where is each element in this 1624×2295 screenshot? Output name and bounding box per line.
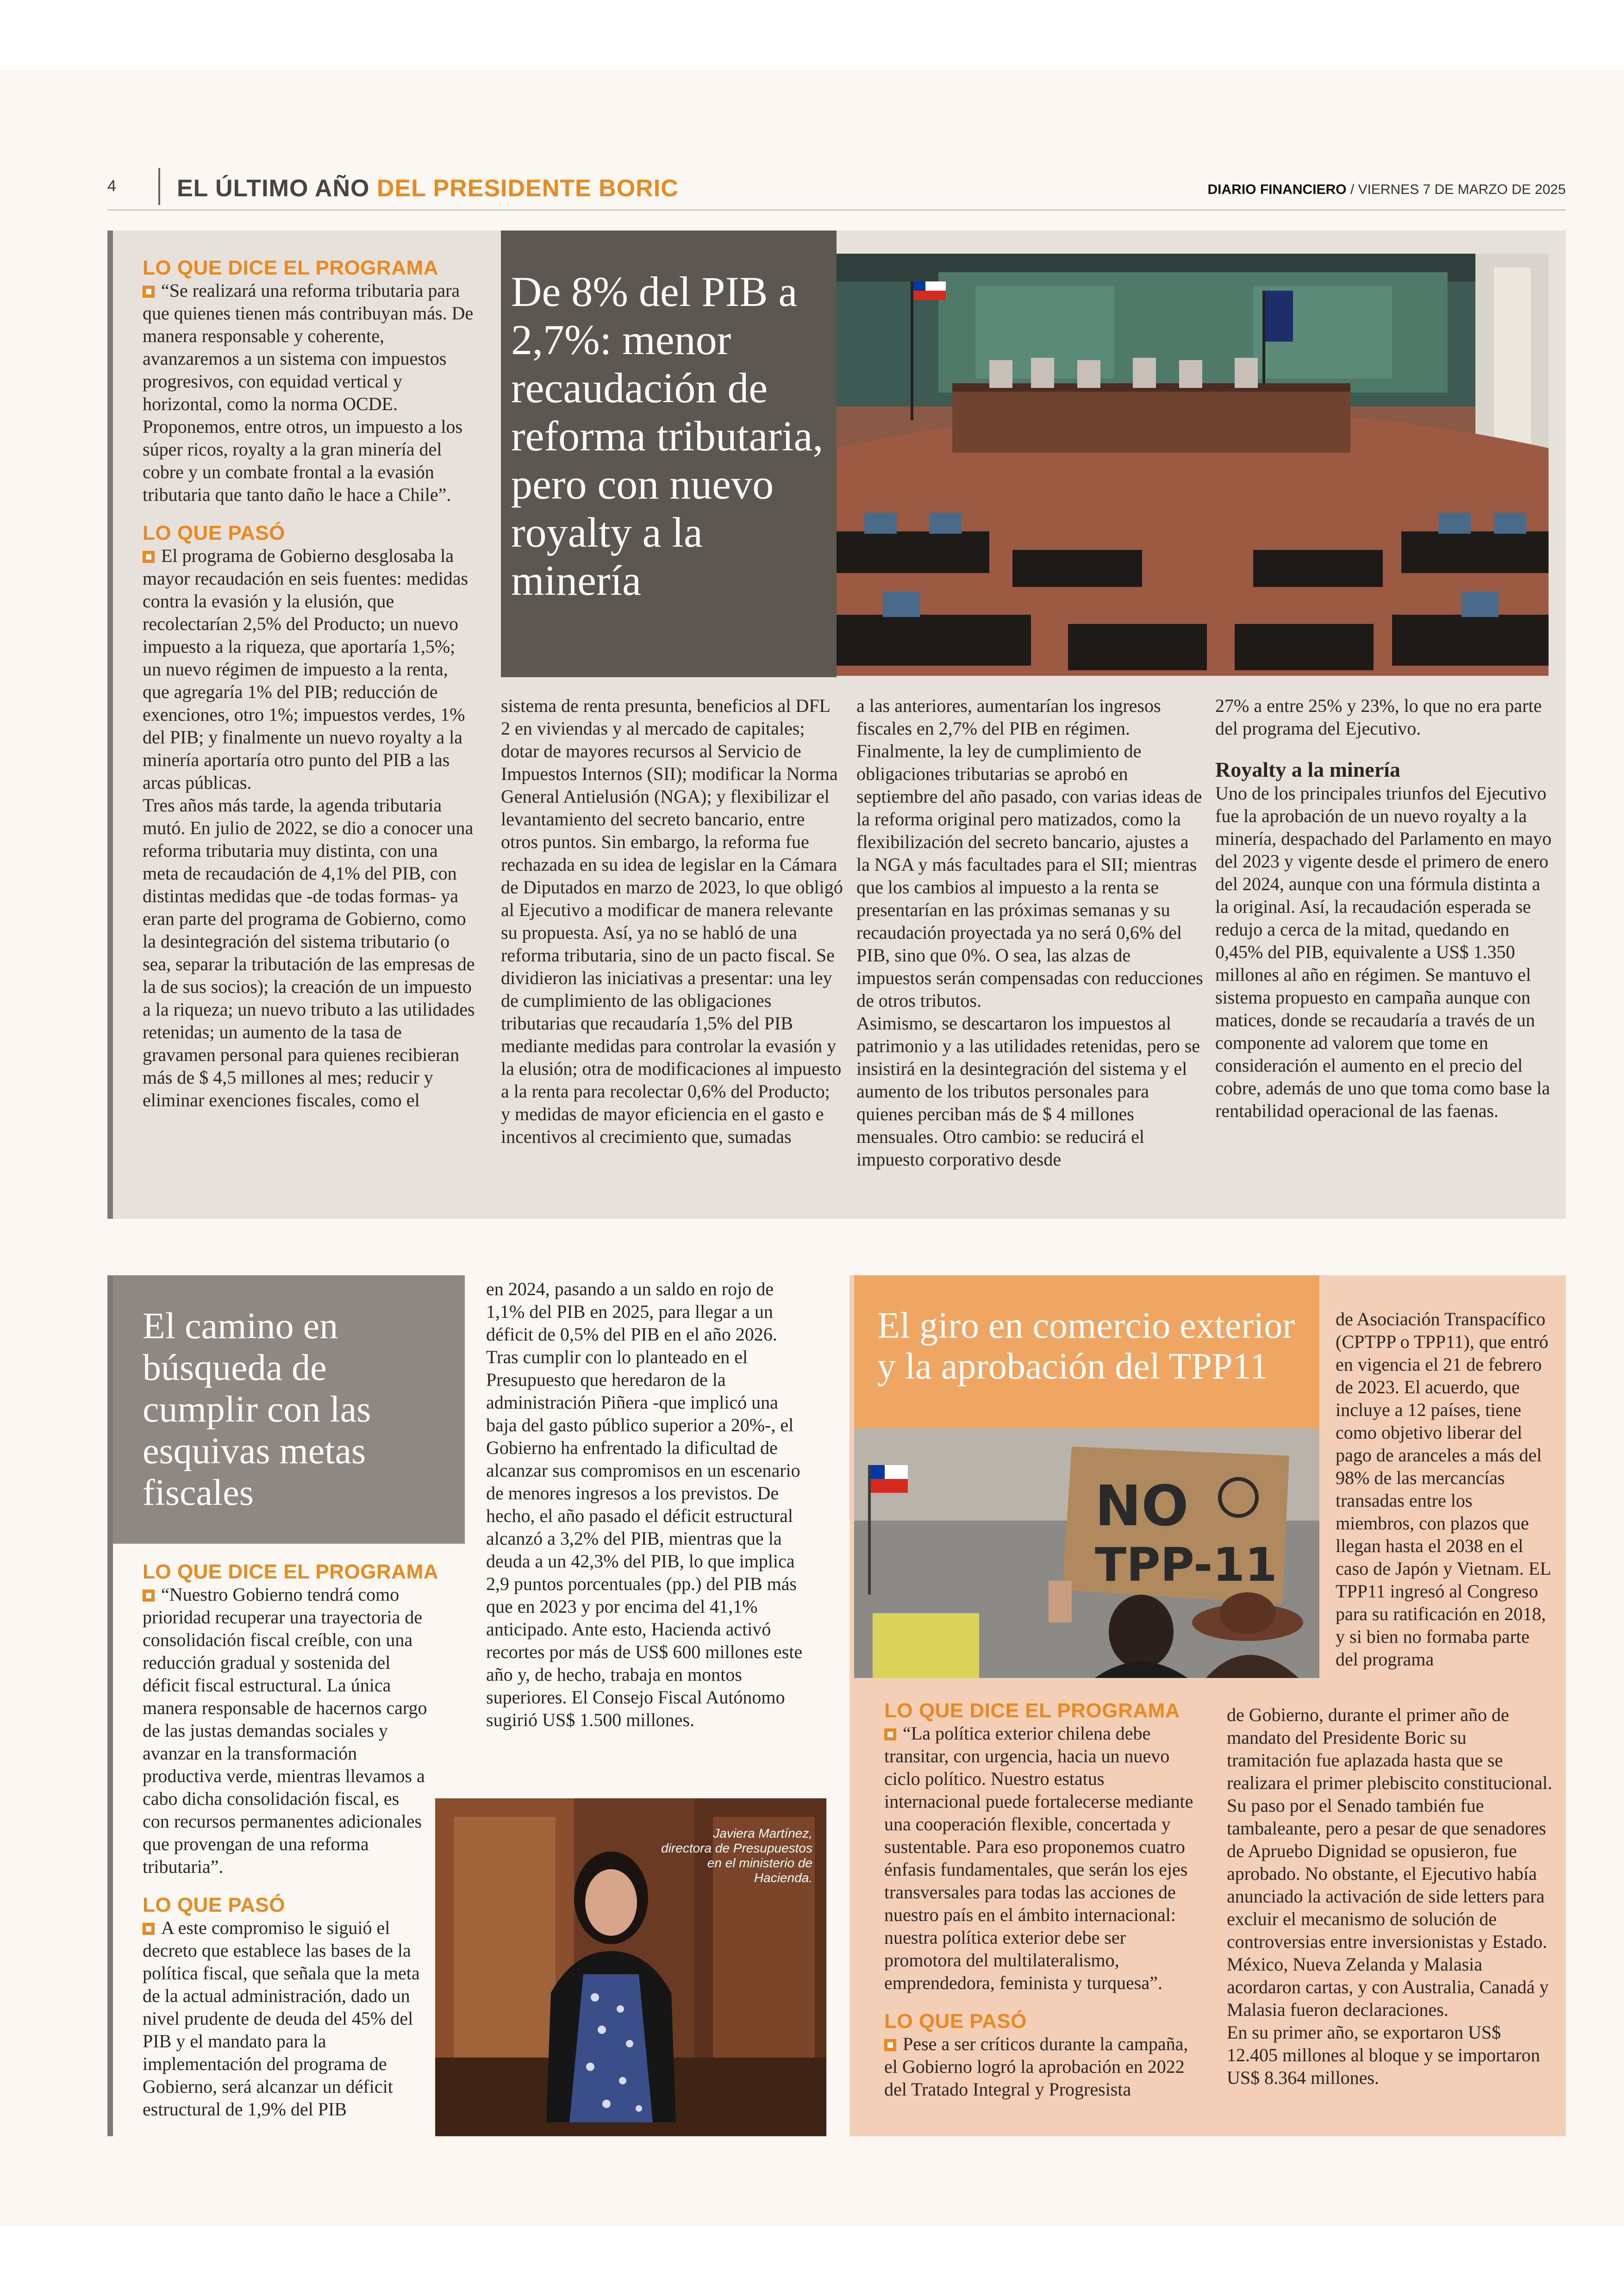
program-kicker: LO QUE DICE EL PROGRAMA xyxy=(143,256,438,279)
article-tax-reform-border xyxy=(107,231,113,1219)
happened-paragraph: A este compromiso le siguió el decreto que establece las bases de la política fiscal, que señala que la meta de la actual administración, dado un nivel prudente de deuda del 45% del PIB y el mandato para la implementación del programa de Gobierno, será alcanzar un déficit estructural de 1,9% del PIB xyxy=(143,1917,420,2120)
column-3-paragraph-1: a las anteriores, aumentarían los ingresos fiscales en 2,7% del PIB en régimen. Finalmente, la ley de cumplimiento de obligaciones tributarias se aprobó en septiembre del año pasado, con varias ideas de la reforma original pero matizados, como la flexibilización del secreto bancario, ajustes a la NGA y más facultades para el SII; mientras que los cambios al impuesto a la renta se presentarían en las próximas semanas y su recaudación proyectada ya no será 0,6% del PIB, sino que 0%. O sea, las alzas de impuestos serán compensadas con reducciones de otros tributos. xyxy=(856,695,1203,1011)
bullet-icon xyxy=(143,1590,155,1602)
section-title xyxy=(177,175,679,202)
royalty-subhead: Royalty a la minería xyxy=(1215,758,1400,781)
javiera-martinez-photo xyxy=(435,1798,826,2136)
article-tax-reform-headline-box xyxy=(501,231,837,677)
article-tax-reform-column-3 xyxy=(856,694,1204,1171)
happened-kicker: LO QUE PASÓ xyxy=(143,1894,285,1916)
masthead xyxy=(1208,182,1566,198)
section-title-part-a: EL ÚLTIMO AÑO xyxy=(177,175,370,202)
bullet-icon xyxy=(143,1923,155,1935)
article-trade-headline-box xyxy=(854,1275,1319,1678)
newspaper-name: DIARIO FINANCIERO xyxy=(1207,182,1347,197)
program-quote: “Nuestro Gobierno tendrá como prioridad recuperar una trayectoria de consolidación fiscal creíble, con una reducción gradual y sostenida del déficit fiscal estructural. La única manera responsable de hacernos cargo de las justas demandas sociales y avanzar en la transformación productiva verde, mientras llevamos a cabo dicha consolidación fiscal, es con recursos permanentes adicionales que provengan de una reforma tributaria”. xyxy=(143,1584,427,1877)
program-quote: “La política exterior chilena debe transitar, con urgencia, hacia un nuevo ciclo político. Nuestro estatus internacional puede fortalecerse mediante una cooperación flexible, concertada y sustentable. Para eso proponemos cuatro énfasis fundamentales, que serán los ejes transversales para todas las acciones de nuestro país en el ámbito internacional: nuestra política exterior debe ser promotora del multilateralismo, emprendedora, feminista y turquesa”. xyxy=(884,1723,1193,1993)
article-tax-reform-column-2 xyxy=(501,694,843,1148)
article-trade-column-1 xyxy=(884,1696,1204,2101)
column-2-bottom-paragraph-1: de Gobierno, durante el primer año de mandato del Presidente Boric su tramitación fue aplazada hasta que se realizara el primer plebiscito constitucional. Su paso por el Senado también fue tambaleante, pero a pesar de que senadores de Apruebo Dignidad se opusieron, fue aprobado. No obstante, el Ejecutivo había anunciado la activación de side letters para excluir el mecanismo de solución de controversias entre inversionistas y Estado. México, Nueva Zelanda y Malasia acordaron cartas, y con Australia, Canadá y Malasia fueron declaraciones. xyxy=(1227,1704,1553,2020)
column-2-top-text: de Asociación Transpacífico (CPTPP o TPP11), que entró en vigencia el 21 de febrero de 2023. El acuerdo, que incluye a 12 países, tiene como objetivo liberar del pago de aranceles a más del 98% de las mercancías transadas entre los miembros, con plazos que llegan hasta el 2038 en el caso de Japón y Vietnam. EL TPP11 ingresó al Congreso para su ratificación en 2018, y si bien no formaba parte del programa xyxy=(1336,1309,1551,1670)
article-trade-column-2-top xyxy=(1336,1308,1553,1671)
section-title-part-b: DEL PRESIDENTE BORIC xyxy=(369,175,679,202)
happened-paragraph-2: Tres años más tarde, la agenda tributaria mutó. En julio de 2022, se dio a conocer una reforma tributaria muy distinta, con una meta de recaudación de 4,1% del PIB, con distintas medidas que -de todas formas- ya eran parte del programa de Gobierno, como la desintegración del sistema tributario (o sea, separar la tributación de las empresas de la de sus socios); la creación de un impuesto a la riqueza; un nuevo tributo a las utilidades retenidas; un aumento de la tasa de gravamen personal para quienes recibieran más de $ 4,5 millones al mes; reducir y eliminar exenciones fiscales, como el xyxy=(143,795,475,1110)
program-quote: “Se realizará una reforma tributaria para que quienes tienen más contribuyan más. De manera responsable y coherente, avanzaremos a un sistema con impuestos progresivos, con equidad vertical y horizontal, como la norma OCDE. Proponemos, entre otros, un impuesto a los súper ricos, royalty a la gran minería del cobre y un combate frontal a la evasión tributaria que tanto daño le hace a Chile”. xyxy=(143,280,474,505)
page-number: 4 xyxy=(107,177,116,195)
bullet-icon xyxy=(884,1728,896,1740)
congress-photo-illustration xyxy=(837,254,1549,676)
article-fiscal-border xyxy=(107,1275,113,2136)
article-fiscal-headline: El camino en búsqueda de cumplir con las esquivas metas fiscales xyxy=(143,1306,371,1513)
column-2-text: sistema de renta presunta, beneficios al DFL 2 en viviendas y al mercado de capitales; dotar de mayores recursos al Servicio de Impuestos Internos (SII); modificar la Norma General Antielusión (NGA); y flexibilizar el levantamiento del secreto bancario, entre otros puntos. Sin embargo, la reforma fue rechazada en su idea de legislar en la Cámara de Diputados en marzo de 2023, lo que obligó al Ejecutivo a modificar de manera relevante su propuesta. Así, ya no se habló de una reforma tributaria, sino de un pacto fiscal. Se dividieron las iniciativas a presentar: una ley de cumplimiento de las obligaciones tributarias que recaudaría 1,5% del PIB mediante medidas para controlar la evasión y la elusión; otra de modificaciones al impuesto a la renta para recolectar 0,6% del Producto; y medidas de mayor eficiencia en el gasto e incentivos al crecimiento que, sumadas xyxy=(501,695,843,1147)
happened-kicker: LO QUE PASÓ xyxy=(884,2010,1027,2033)
article-fiscal-headline-box xyxy=(113,1275,465,1544)
article-trade-headline: El giro en comercio exterior y la aprobación del TPP11 xyxy=(877,1305,1295,1387)
article-trade-column-2-bottom xyxy=(1227,1703,1553,2089)
page-bottom-margin xyxy=(0,2226,1624,2295)
article-fiscal-column-2 xyxy=(486,1278,810,1731)
article-tax-reform-column-1 xyxy=(143,254,478,1111)
tpp11-protest-photo xyxy=(854,1428,1319,1678)
bullet-icon xyxy=(143,286,155,298)
column-4-paragraph-1: 27% a entre 25% y 23%, lo que no era parte del programa del Ejecutivo. xyxy=(1215,695,1542,739)
protest-illustration xyxy=(854,1428,1319,1678)
page-top-margin xyxy=(0,0,1624,69)
happened-paragraph-1: El programa de Gobierno desglosaba la mayor recaudación en seis fuentes: medidas contra la evasión y la elusión, que recolectarían 2,5% del Producto; un nuevo impuesto a la riqueza, que aportaría 1,5%; un nuevo régimen de impuesto a la renta, que agregaría 1% del PIB; reducción de exenciones, otro 1%; impuestos verdes, 1% del PIB; y finalmente un nuevo royalty a la minería aportaría otro punto del PIB a las arcas públicas. xyxy=(143,545,468,793)
bullet-icon xyxy=(884,2039,896,2051)
column-2-bottom-paragraph-2: En su primer año, se exportaron US$ 12.405 millones al bloque y se importaron US$ 8.364 millones. xyxy=(1227,2022,1540,2088)
article-tax-reform-column-4 xyxy=(1215,694,1555,1122)
sign-text-no: NO xyxy=(1095,1474,1189,1539)
article-fiscal-column-1 xyxy=(143,1558,457,2120)
program-kicker: LO QUE DICE EL PROGRAMA xyxy=(143,1560,438,1583)
program-kicker: LO QUE DICE EL PROGRAMA xyxy=(884,1699,1180,1722)
issue-date: / VIERNES 7 DE MARZO DE 2025 xyxy=(1346,182,1566,197)
article-tax-reform-headline: De 8% del PIB a 2,7%: menor recaudación de reforma tributaria, pero con nuevo royalty a la minería xyxy=(511,268,824,604)
column-2-text: en 2024, pasando a un saldo en rojo de 1,1% del PIB en 2025, para llegar a un déficit de 0,5% del PIB en el año 2026. Tras cumplir con lo planteado en el Presupuesto que heredaron de la administración Piñera -que implicó una baja del gasto público superior a 20%-, el Gobierno ha enfrentado la dificultad de alcanzar sus compromisos en un escenario de menores ingresos a los previstos. De hecho, el año pasado el déficit estructural alcanzó a 3,2% del PIB, mientras que la deuda a un 42,3% del PIB, lo que implica 2,9 puntos porcentuales (pp.) del PIB más que en 2023 y por encima del 41,1% anticipado. Ante esto, Hacienda activó recortes por más de US$ 600 millones este año y, de hecho, trabaja en montos superiores. El Consejo Fiscal Autónomo sugirió US$ 1.500 millones. xyxy=(486,1278,803,1730)
sign-text-tpp11: TPP-11 xyxy=(1095,1538,1277,1592)
happened-kicker: LO QUE PASÓ xyxy=(143,522,285,544)
photo-caption: Javiera Martínez, directora de Presupuestos en el ministerio de Hacienda. xyxy=(661,1826,812,1885)
column-3-paragraph-2: Asimismo, se descartaron los impuestos al patrimonio y a las utilidades retenidas, pero se insistirá en la desintegración del sistema y el aumento de los tributos personales para quienes perciban más de $ 4 millones mensuales. Otro cambio: se reducirá el impuesto corporativo desde xyxy=(856,1013,1200,1170)
bullet-icon xyxy=(143,551,155,563)
happened-paragraph: Pese a ser críticos durante la campaña, el Gobierno logró la aprobación en 2022 del Tratado Integral y Progresista xyxy=(884,2033,1188,2100)
column-4-paragraph-2: Uno de los principales triunfos del Ejecutivo fue la aprobación de un nuevo royalty a la minería, despachado del Parlamento en mayo del 2023 y vigente desde el primero de enero del 2024, aunque con una fórmula distinta a la original. Así, la recaudación esperada se redujo a cerca de la mitad, quedando en 0,45% del PIB, equivalente a US$ 1.350 millones al año en régimen. Se mantuvo el sistema propuesto en campaña aunque con matices, donde se recaudaría a través de un componente ad valorem que tome en consideración el aumento en el precio del cobre, además de uno que toma como base la rentabilidad operacional de las faenas. xyxy=(1215,783,1552,1121)
congress-chamber-photo xyxy=(837,254,1549,676)
page-header xyxy=(107,160,1566,211)
header-divider xyxy=(158,168,160,205)
